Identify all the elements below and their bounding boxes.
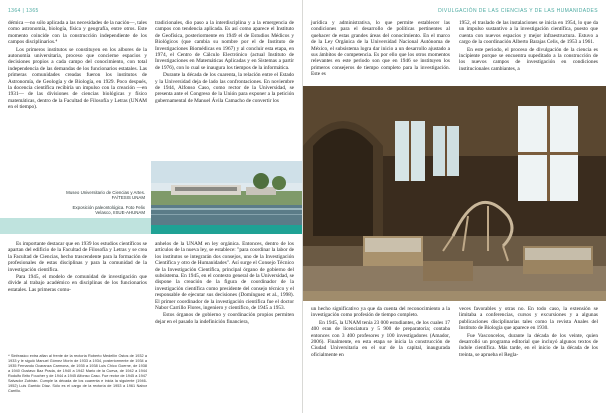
right-top-column-2 [459, 20, 598, 73]
left-bottom-column-2 [155, 241, 294, 326]
paragraph: Es importante destacar que en 1939 los estudios científicos se apartan del edificio de la Facultad de Filosofía y Letras y se crea la Facultad de Ciencias, hecho trascendente para la formación de profesionales de estas disciplinas y para la comunidad de la investigación científica. [8, 241, 147, 273]
paragraph: En este periodo, el proceso de divulgación de la ciencia es incipiente porque se encuentra supeditado a la construcción de los nuevos campos de investigación en condiciones institucionales cambiantes, a [459, 46, 598, 72]
right-top-column-1 [311, 20, 450, 79]
paragraph: Durante la década de los cuarenta, la relación entre el Estado y la Universidad deja de lado las confrontaciones. En noviembre de 1944, Alfonso Caso, como rector de la Universidad, se presenta ante el Congreso de la Unión para exponer a la petición gubernamental de Manuel Ávila Camacho de convertir los [155, 72, 294, 104]
museum-photo [151, 161, 303, 225]
paragraph: un hecho significativo ya que da cuenta del reconocimiento a la investigación como profesión de tiempo completo. [311, 306, 450, 319]
exhibition-hall-photo [303, 86, 606, 301]
right-bottom-column-1 [311, 306, 450, 359]
photo-band-light [0, 218, 152, 234]
paragraph: Fue Vasconcelos, durante la década de los veinte, quien desarrolló un programa editorial que incluyó algunos textos de índole científica. Más tarde, en el inicio de la década de los treinta, se aprueba el Regla- [459, 332, 598, 358]
caption-exposition: Exposición paleontológica. Foto Felix Velasco, IISUE-AHUNAM [72, 204, 145, 216]
paragraph: Estos órganos de gobierno y coordinación propios permiten dejar en el pasado la indefinición financiera, [155, 312, 294, 325]
paragraph: Los primeros institutos se constituyen en los albores de la autonomía universitaria, proceso que concierne espacios y decisiones propios a cada campo del conocimiento, con total independencia de las demandas de los funcionarios estatales. Las primeras comunidades creadas fueron los institutos de Astronomía, de Geología y de Biología, en 1929. Poco después, la docencia científica recibiría un impulso con la creación —en 1931— de las divisiones de ciencias biológicas y físico matemáticas, dentro de la Facultad de Filosofía y Letras (UNAM en el tiempo). [8, 46, 147, 111]
running-head-left: 1364 | 1365 [8, 8, 39, 14]
running-head-right: DIVULGACIÓN DE LAS CIENCIAS Y DE LAS HUMANIDADES [438, 8, 598, 14]
photo-captions [60, 190, 145, 220]
right-bottom-column-2 [459, 306, 598, 359]
left-top-column-2 [155, 20, 294, 105]
paragraph: démica —no sólo aplicada a las necesidades de la nación—, tales como astronomía, biología, física y geografía, entre otros. Este momento coincide con la construcción independiente de los campos disciplinarios.⁴ [8, 20, 147, 46]
paragraph: En 1945, la UNAM tenía 23 000 estudiantes, de los cuales 17 400 eran de licenciatura y 5 900 de preparatoria; contaba entonces con 3 400 profesores y 100 investigadores (Amador, 2006). Finalmente, en esta etapa se inicia la construcción de Ciudad Universitaria en el sur de la capital, inaugurada oficialmente en [311, 319, 450, 358]
left-bottom-column-1 [8, 241, 147, 294]
paragraph: Para 1945, el modelo de comunidad de investigación que divide al trabajo académico en disciplinas de los funcionarios estatales. Las primeras comu- [8, 274, 147, 293]
paragraph: anhelos de la UNAM en ley orgánica. Entonces, dentro de los artículos de la nueva ley, se establece: "para coordinar la labor de los institutos se integrarán dos consejos, uno de la Investigación Científica y otro de Humanidades". Así surge el Consejo Técnico de la Investigación Científica, principal órgano de gobierno del subsistema. En 1945, en el contexto general de la Universidad, se dispone la creación de la figura de coordinador de la investigación científica como presidente del consejo técnico y el responsable de ejecutar sus decisiones (Domínguez et al., 1998). El primer coordinador de la investigación científica fue el doctor Nabor Carrillo Flores, ingeniero y científico, de 1945 a 1953. [155, 241, 294, 312]
footnote [8, 354, 147, 394]
right-page [303, 0, 606, 413]
paragraph: jurídica y administrativa, lo que permite establecer las condiciones para el desarrollo de políticas pertinentes al quehacer de estas grandes áreas del conocimiento. En el marco de la Ley Orgánica de la Universidad Nacional Autónoma de México, el subsistema logra dar inicio a un desarrollo ajustado a sus ámbitos de competencia. Es por ello que los otros momentos relevantes en este periodo son que en 1946 se instituyen los primeros consejeros de tiempo completo para la investigación. Este es [311, 20, 450, 78]
paragraph: 1952, el traslado de las instalaciones se inicia en 1954, lo que da un impulso sustantivo a la investigación científica, puesto que cuenta con nuevos espacios y mejor infraestructura. Estuvo a cargo de la coordinación Alberto Barajas Celis, de 1953 a 1961. [459, 20, 598, 46]
footnote-text: ⁴ Sinfeasico extra afian al frente de la rectoría Roberto Medellín Ostos de 1932 a 1933 y le siguió Manuel Gómez Morín de 1933 a 1934, posteriormente de 1934 a 1935 Fernando Ocaranza Carmona, de 1935 a 1938 Luis Chico Goerne, de 1938 a 1940 Gustavo Baz Prada, de 1940 a 1942 Mario de la Cueva, de 1942 a 1944 Rodulfo Brito Foucher y de 1944 a 1945 Alfonso Caso. Fue rector de 1945 a 1947 Salvador Zubirán. Cumple la década de los cuarenta e inicia la siguiente (1946-1952) Luis Garrido Díaz. Sólo es el cargo de la rectoría de 1953 a 1961 Nabor Carrillo. [8, 354, 147, 393]
caption-museum: Museo Universitario de Ciencias y Artes. FA/TESIS UNAM [66, 190, 145, 201]
left-top-column-1 [8, 20, 147, 112]
paragraph: tradicionales, dio paso a la interdisciplina y a la emergencia de campos con tendencia aplicada. Es así como aparece el Instituto de Geofísica, posteriormente en 1949 el de Estudios Médicos y Biológicos (que cambia su nombre por el de Instituto de Investigaciones Biomédicas en 1967) y al concluir esta etapa, en 1974, el Centro de Cálculo Electrónico (actual Instituto de Investigaciones en Matemáticas Aplicadas y en Sistemas a partir de 1976), con lo cual se inaugura los tiempos de la informática. [155, 20, 294, 71]
paragraph: veces favorables y otras no. En todo caso, la extensión se limitaba a conferencias, cursos y excursiones y a algunas publicaciones disciplinarias tales como la revista Anales del Instituto de Biología que aparece en 1930. [459, 306, 598, 332]
